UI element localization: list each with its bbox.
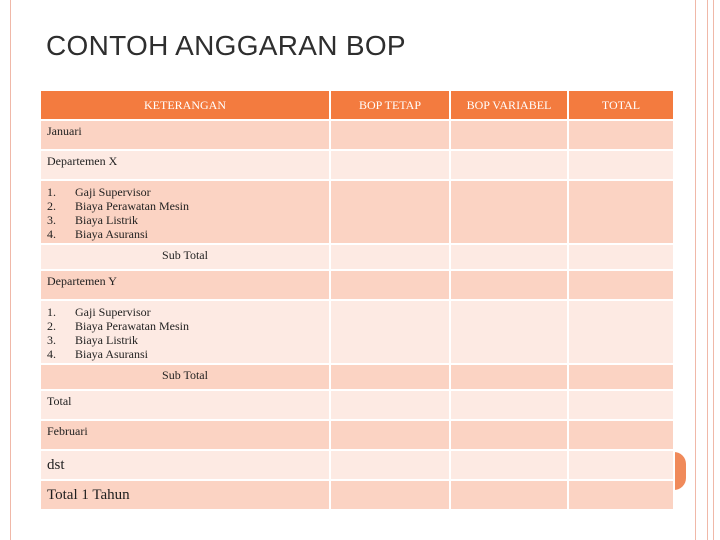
item-label: Gaji Supervisor [75, 185, 151, 199]
list-item [47, 319, 329, 333]
cell-empty [568, 180, 674, 244]
table-row [40, 300, 674, 364]
frame-line-right [695, 0, 696, 540]
table-row [40, 450, 674, 480]
cell-empty [450, 480, 568, 510]
frame-line-right [707, 0, 708, 540]
cell-empty [330, 180, 450, 244]
item-number: 4. [47, 227, 56, 241]
subtotal-label: Sub Total [40, 244, 330, 270]
table-row [40, 480, 674, 510]
table-row [40, 390, 674, 420]
cell-empty [330, 480, 450, 510]
table-row [40, 270, 674, 300]
item-list [41, 301, 329, 361]
item-label: Biaya Asuransi [75, 227, 148, 241]
item-number: 3. [47, 213, 56, 227]
header-total: TOTAL [568, 90, 674, 120]
cell-empty [450, 150, 568, 180]
item-label: Biaya Listrik [75, 213, 138, 227]
item-label: Biaya Perawatan Mesin [75, 199, 189, 213]
cell-empty [568, 450, 674, 480]
cell-empty [330, 150, 450, 180]
cell-empty [330, 270, 450, 300]
cell-empty [450, 390, 568, 420]
cell-empty [568, 364, 674, 390]
row-label: Januari [40, 120, 330, 150]
slide-title: CONTOH ANGGARAN BOP [46, 30, 406, 61]
list-item [47, 305, 329, 319]
item-number: 1. [47, 305, 56, 319]
subtotal-label: Sub Total [40, 364, 330, 390]
row-label: Departemen Y [40, 270, 330, 300]
cell-empty [330, 450, 450, 480]
list-item [47, 227, 329, 241]
cell-empty [568, 480, 674, 510]
frame-line-left [10, 0, 11, 540]
table-row [40, 120, 674, 150]
item-label: Biaya Asuransi [75, 347, 148, 361]
item-label: Biaya Listrik [75, 333, 138, 347]
row-label: Total [40, 390, 330, 420]
list-item [47, 347, 329, 361]
cell-empty [450, 420, 568, 450]
cell-empty [450, 364, 568, 390]
item-list-cell [40, 300, 330, 364]
cell-empty [330, 364, 450, 390]
cell-empty [450, 270, 568, 300]
item-number: 1. [47, 185, 56, 199]
row-label: dst [40, 450, 330, 480]
cell-empty [330, 120, 450, 150]
item-list-cell [40, 180, 330, 244]
table-row [40, 150, 674, 180]
header-keterangan: KETERANGAN [40, 90, 330, 120]
cell-empty [450, 180, 568, 244]
cell-empty [568, 120, 674, 150]
cell-empty [450, 244, 568, 270]
table-row [40, 244, 674, 270]
cell-empty [568, 244, 674, 270]
list-item [47, 333, 329, 347]
cell-empty [568, 150, 674, 180]
cell-empty [568, 270, 674, 300]
cell-empty [450, 120, 568, 150]
item-label: Biaya Perawatan Mesin [75, 319, 189, 333]
row-label: Departemen X [40, 150, 330, 180]
header-bop-variabel: BOP VARIABEL [450, 90, 568, 120]
cell-empty [330, 300, 450, 364]
row-label: Februari [40, 420, 330, 450]
item-label: Gaji Supervisor [75, 305, 151, 319]
slide-tab-marker [674, 452, 686, 490]
table-row [40, 364, 674, 390]
frame-line-right [713, 0, 714, 540]
item-number: 4. [47, 347, 56, 361]
table-row [40, 180, 674, 244]
table-row [40, 420, 674, 450]
cell-empty [330, 420, 450, 450]
list-item [47, 185, 329, 199]
cell-empty [568, 300, 674, 364]
bop-budget-table [39, 89, 675, 511]
item-number: 2. [47, 199, 56, 213]
cell-empty [450, 300, 568, 364]
item-number: 2. [47, 319, 56, 333]
cell-empty [330, 390, 450, 420]
header-bop-tetap: BOP TETAP [330, 90, 450, 120]
table-header-row [40, 90, 674, 120]
cell-empty [568, 420, 674, 450]
cell-empty [568, 390, 674, 420]
row-label: Total 1 Tahun [40, 480, 330, 510]
cell-empty [330, 244, 450, 270]
list-item [47, 213, 329, 227]
item-number: 3. [47, 333, 56, 347]
item-list [41, 181, 329, 241]
cell-empty [450, 450, 568, 480]
list-item [47, 199, 329, 213]
